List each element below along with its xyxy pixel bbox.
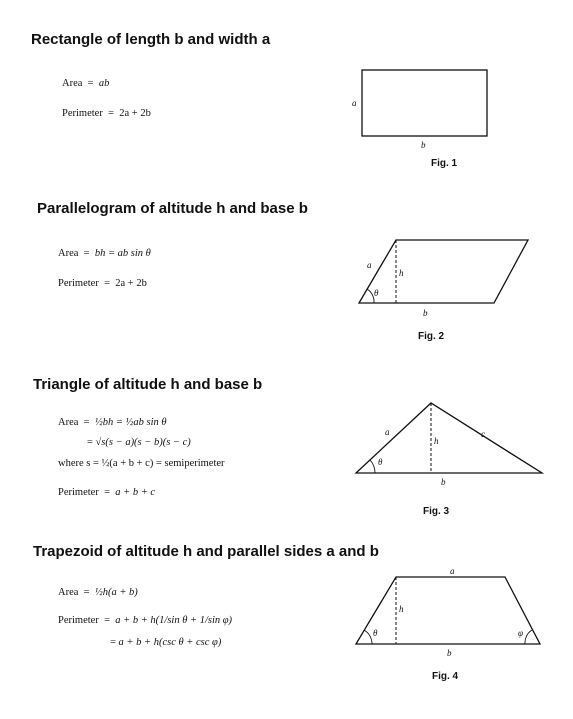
trapezoid-shape [356,577,540,644]
side-b-label: b [421,140,426,150]
phi-angle-arc [525,630,532,644]
area-expression: ½bh = ½ab sin θ [94,417,167,428]
trapezoid-figure [350,568,550,658]
rectangle-area-formula: Area = ab [62,78,110,89]
perimeter-expression: a + b + h(1/sin θ + 1/sin φ) [115,615,233,626]
altitude-h-label: h [399,604,404,614]
perimeter-label: Perimeter [62,108,103,119]
area-expression: bh = ab sin θ [94,248,151,259]
area-label: Area [58,248,79,259]
rectangle-perimeter-formula: Perimeter = 2a + 2b [62,108,151,119]
area-label: Area [58,587,79,598]
triangle-area-heron: = √s(s − a)(s − b)(s − c) [87,437,191,448]
rectangle-figure [340,60,500,150]
rectangle-shape [362,70,487,136]
side-a-label: a [385,427,390,437]
parallelogram-figure [350,230,540,320]
figure-caption: Fig. 2 [418,331,445,342]
triangle-figure [350,395,550,490]
side-a-label: a [367,260,372,270]
triangle-semiperimeter [58,458,225,469]
top-side-a-label: a [450,566,455,576]
perimeter-expression: 2a + 2b [119,108,151,119]
base-b-label: b [441,477,446,487]
perimeter-expression: 2a + 2b [115,278,147,289]
where-expression: where s = ½(a + b + c) = semiperimeter [58,458,225,469]
area-label: Area [62,78,83,89]
altitude-h-label: h [434,436,439,446]
figure-caption: Fig. 4 [432,671,459,682]
angle-theta-label: θ [378,457,383,467]
perimeter-label: Perimeter [58,278,99,289]
perimeter-expression: a + b + c [115,487,156,498]
angle-theta-label: θ [374,288,379,298]
base-b-label: b [447,648,452,658]
altitude-h-label: h [399,268,404,278]
rectangle-heading: Rectangle of length b and width a [31,31,271,48]
angle-phi-label: φ [518,628,523,638]
angle-arc [370,460,375,473]
area-label: Area [58,417,79,428]
perimeter-label: Perimeter [58,487,99,498]
angle-theta-label: θ [373,628,378,638]
side-a-label: a [352,98,357,108]
figure-caption: Fig. 1 [431,158,458,169]
triangle-perimeter-formula: Perimeter = a + b + c [58,487,156,498]
perimeter-label: Perimeter [58,615,99,626]
trapezoid-perimeter-formula: Perimeter = a + b + h(1/sin θ + 1/sin φ) [58,615,233,626]
area-expression: ½h(a + b) [94,587,138,598]
heron-expression: √s(s − a)(s − b)(s − c) [95,437,191,448]
trapezoid-area-formula: Area = ½h(a + b) [58,587,138,598]
theta-angle-arc [364,630,372,644]
base-b-label: b [423,308,428,318]
trapezoid-perimeter-alt: = a + b + h(csc θ + csc φ) [110,637,222,648]
parallelogram-area-formula: Area = bh = ab sin θ [58,248,151,259]
angle-arc [367,289,374,303]
trapezoid-heading: Trapezoid of altitude h and parallel sides a and b [33,543,379,560]
parallelogram-shape [359,240,528,303]
parallelogram-heading: Parallelogram of altitude h and base b [37,200,308,217]
side-c-label: c [481,429,485,439]
triangle-area-formula: Area = ½bh = ½ab sin θ [58,417,167,428]
figure-caption: Fig. 3 [423,506,450,517]
area-expression: ab [98,78,110,89]
triangle-shape [356,403,542,473]
perimeter-expression-csc: a + b + h(csc θ + csc φ) [118,637,222,648]
parallelogram-perimeter-formula: Perimeter = 2a + 2b [58,278,147,289]
triangle-heading: Triangle of altitude h and base b [33,376,263,393]
